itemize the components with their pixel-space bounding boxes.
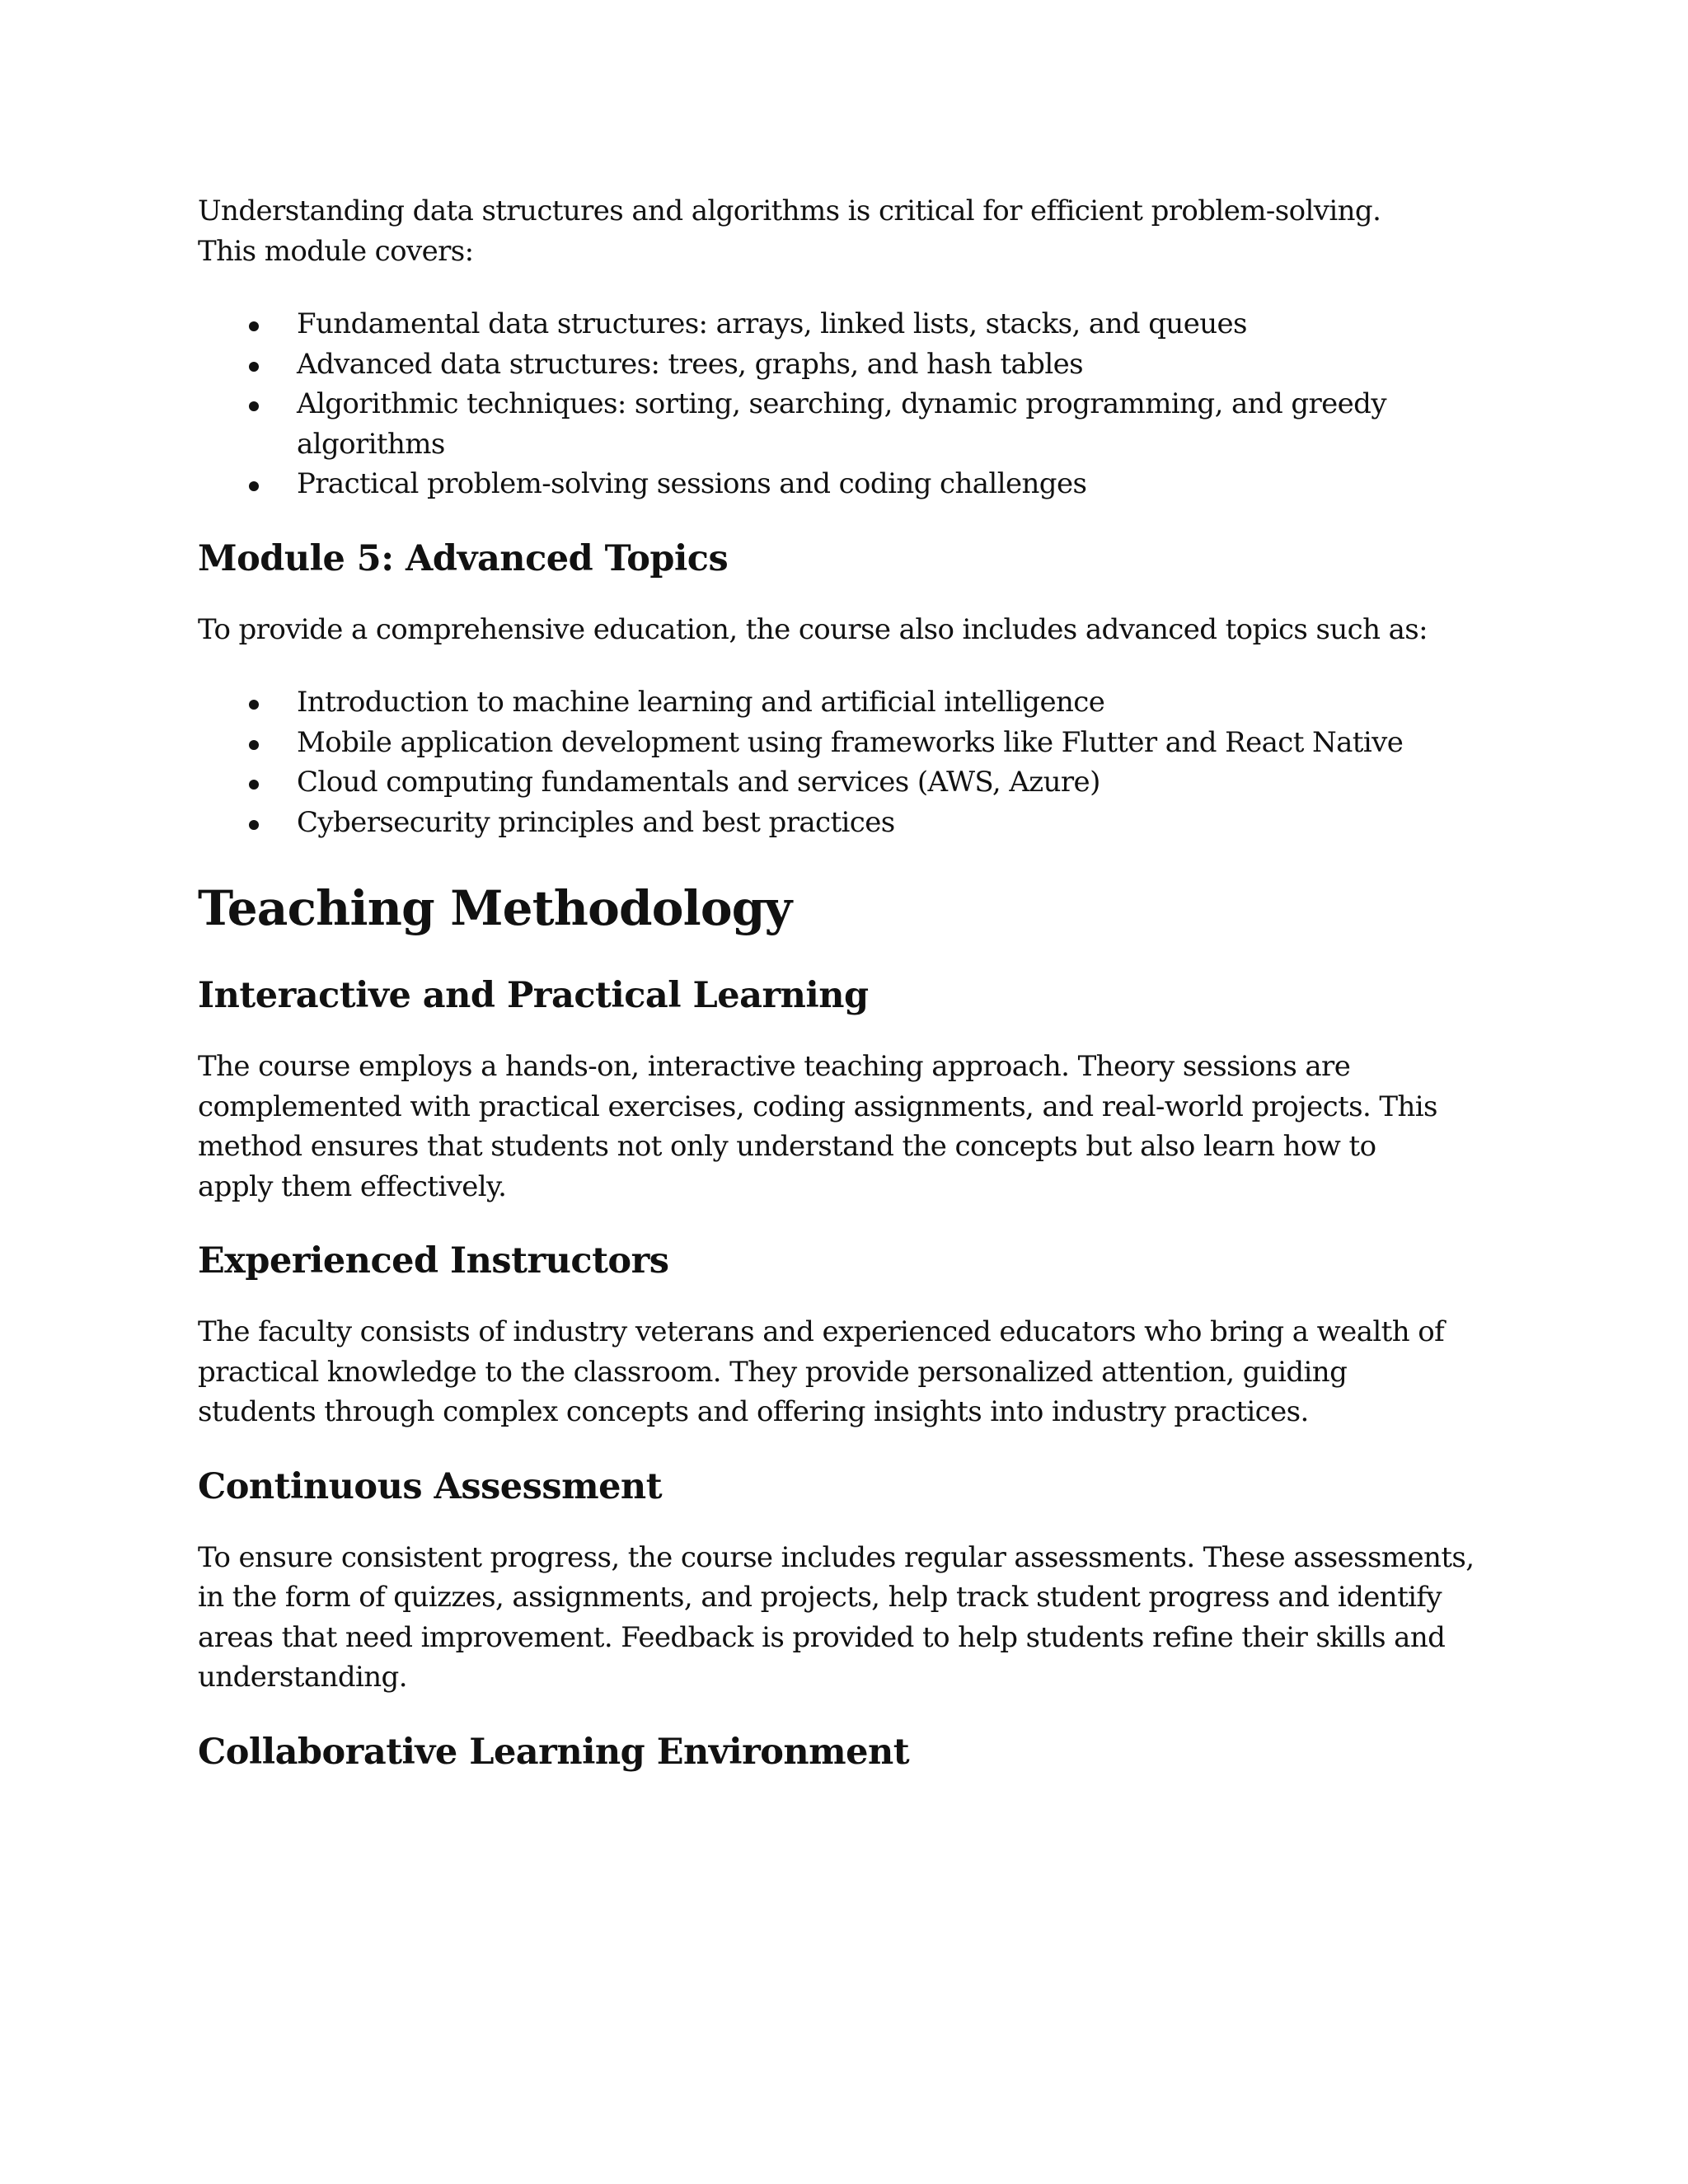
list-item [198,682,1484,723]
collaborative-learning-heading: Collaborative Learning Environment [198,1731,910,1773]
list-item-text: Cloud computing fundamentals and services (AWS, Azure) [297,766,1100,799]
list-item-text: Introduction to machine learning and artificial intelligence [297,686,1105,719]
list-item-text: Cybersecurity principles and best practices [297,805,895,839]
list-item-text: Fundamental data structures: arrays, linked lists, stacks, and queues [297,307,1247,340]
intro-bullet-list [198,304,1484,504]
bullet-icon [249,820,259,830]
module5-heading: Module 5: Advanced Topics [198,537,729,579]
list-item-text: Advanced data structures: trees, graphs, and hash tables [297,347,1083,381]
interactive-learning-paragraph: The course employs a hands-on, interactive teaching approach. Theory sessions are complemented with practical exercises, coding assignments, and real-world projects. This method ensures that students not only understand the concepts but also learn how to apply them effectively. [198,1050,1437,1203]
module5-bullet-list [198,682,1484,842]
continuous-assessment-heading: Continuous Assessment [198,1465,663,1507]
list-item [198,384,1401,464]
bullet-icon [249,362,259,372]
experienced-instructors-paragraph: The faculty consists of industry veterans and experienced educators who bring a wealth of practical knowledge to the classroom. They provide personalized attention, guiding students through complex concepts and offering insights into industry practices. [198,1315,1445,1428]
list-item [198,344,1484,385]
list-item-text: Mobile application development using frameworks like Flutter and React Native [297,725,1404,759]
document-page [198,191,1484,1775]
list-item [198,762,1484,803]
bullet-icon [249,700,259,710]
bullet-icon [249,740,259,750]
intro-paragraph: Understanding data structures and algorithms is critical for efficient problem-solving. This module covers: [198,194,1381,268]
bullet-icon [249,780,259,790]
list-item [198,464,1484,504]
list-item-text: Algorithmic techniques: sorting, searching, dynamic programming, and greedy algorithms [297,387,1386,461]
bullet-icon [249,481,259,491]
teaching-methodology-heading: Teaching Methodology [198,880,792,936]
bullet-icon [249,401,259,411]
bullet-icon [249,321,259,331]
module5-paragraph: To provide a comprehensive education, the course also includes advanced topics such as: [198,612,1428,646]
experienced-instructors-heading: Experienced Instructors [198,1240,669,1282]
continuous-assessment-paragraph: To ensure consistent progress, the course includes regular assessments. These assessments, in the form of quizzes, assignments, and projects, help track student progress and identify areas that need improvement. Feedback is provided to help students refine their skills and understanding. [198,1540,1475,1694]
list-item [198,803,1484,843]
interactive-learning-heading: Interactive and Practical Learning [198,975,869,1016]
list-item [198,723,1484,763]
list-item-text: Practical problem-solving sessions and coding challenges [297,467,1087,500]
list-item [198,304,1484,344]
